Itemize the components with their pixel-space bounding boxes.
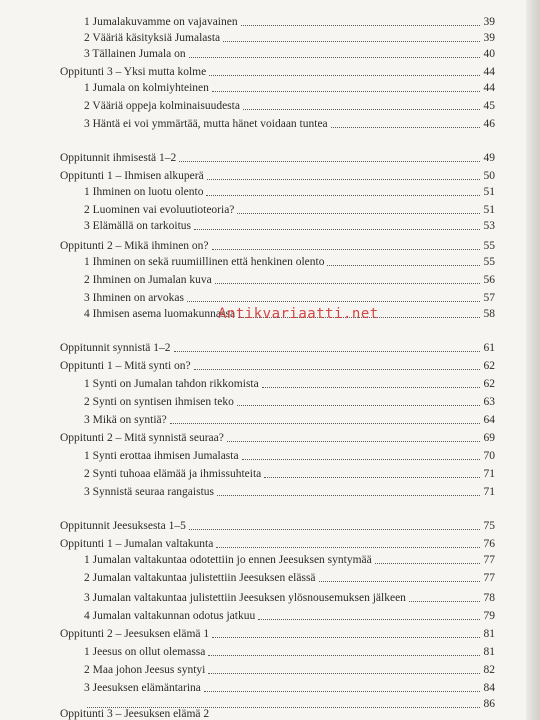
toc-page-number: 71 (483, 467, 495, 480)
toc-page-number: 69 (483, 431, 495, 444)
toc-entry-label: Oppitunti 3 – Yksi mutta kolme (60, 65, 207, 78)
toc-entry-label: 1 Jeesus on ollut olemassa (84, 645, 206, 658)
toc-page-number: 70 (483, 449, 495, 462)
toc-entry-label: Oppitunti 2 – Jeesuksen elämä 1 (60, 627, 210, 640)
toc-subentry (84, 370, 495, 390)
toc-subentry (84, 212, 495, 232)
toc-page-number: 55 (483, 255, 495, 268)
toc-page-number: 63 (483, 395, 495, 408)
toc-entry (60, 620, 495, 640)
toc-entry-label: 1 Ihminen on luotu olento (84, 185, 204, 198)
toc-entry-label: Oppitunnit ihmisestä 1–2 (60, 151, 177, 164)
toc-entry-label: 1 Ihminen on sekä ruumiillinen että henkinen olento (84, 255, 325, 268)
toc-subentry (84, 478, 495, 498)
toc-entry-label: 4 Ihmisen asema luomakunnassa (84, 307, 236, 320)
toc-page-number: 51 (483, 203, 495, 216)
toc-page-number: 71 (483, 485, 495, 498)
toc-entry-label: 1 Jumalan valtakuntaa odotettiin jo ennen Jeesuksen syntymää (84, 553, 372, 566)
dot-leader (217, 495, 480, 496)
toc-entry-label: 1 Synti on Jumalan tahdon rikkomista (84, 377, 259, 390)
toc-subentry (84, 656, 495, 676)
toc-subentry (84, 442, 495, 462)
toc-subentry (84, 602, 495, 622)
toc-subentry (84, 266, 495, 286)
toc-entry-label: 2 Luominen vai evoluutioteoria? (84, 203, 235, 216)
toc-entry-label: 4 Jumalan valtakunnan odotus jatkuu (84, 609, 256, 622)
toc-entry-label: 2 Synti on syntisen ihmisen teko (84, 395, 234, 408)
toc-page-number: 86 (483, 697, 495, 710)
toc-entry-label: 3 Synnistä seuraa rangaistus (84, 485, 214, 498)
toc-entry-label: 3 Mikä on syntiä? (84, 413, 167, 426)
toc-entry-label: Oppitunti 2 – Mikä ihminen on? (60, 239, 209, 252)
dot-leader (194, 229, 480, 230)
toc-page-number: 46 (483, 117, 495, 130)
toc-subentry (84, 638, 495, 658)
toc-subentry (84, 546, 495, 566)
toc-entry (60, 334, 495, 354)
toc-entry-label: 3 Elämällä on tarkoitus (84, 219, 191, 232)
toc-page-number: 44 (483, 65, 495, 78)
toc-entry (60, 697, 495, 720)
toc-entry (60, 424, 495, 444)
toc-page-number: 55 (483, 239, 495, 252)
toc-subentry (84, 40, 495, 60)
toc-entry (60, 512, 495, 532)
toc-page-number: 76 (483, 537, 495, 550)
dot-leader (319, 581, 480, 582)
toc-entry-label: 1 Jumalakuvamme on vajavainen (84, 15, 238, 28)
toc-entry-label: Oppitunti 1 – Ihmisen alkuperä (60, 169, 204, 182)
toc-subentry (84, 406, 495, 426)
toc-entry-label: Oppitunti 1 – Jumalan valtakunta (60, 537, 214, 550)
toc-entry-label: 3 Jeesuksen elämäntarina (84, 681, 201, 694)
toc-entry (60, 144, 495, 164)
toc-page-number: 53 (483, 219, 495, 232)
toc-entry-label: Oppitunti 3 – Jeesuksen elämä 2 (60, 707, 210, 720)
toc-entry-label: 2 Maa johon Jeesus syntyi (84, 663, 206, 676)
toc-entry-label: 2 Ihminen on Jumalan kuva (84, 273, 212, 286)
toc-entry-label: 2 Vääriä käsityksiä Jumalasta (84, 31, 221, 44)
dot-leader (331, 127, 480, 128)
toc-entry-label: 2 Vääriä oppeja kolminaisuudesta (84, 99, 240, 112)
toc-page-number: 50 (483, 169, 495, 182)
toc-page-number: 82 (483, 663, 495, 676)
toc-page-number: 56 (483, 273, 495, 286)
toc-entry-label: Oppitunti 2 – Mitä synnistä seuraa? (60, 431, 224, 444)
toc-entry-label: 3 Ihminen on arvokas (84, 291, 184, 304)
toc-entry-label: Oppitunti 1 – Mitä synti on? (60, 359, 191, 372)
toc-subentry (84, 178, 495, 198)
toc-entry-label: 3 Tällainen Jumala on (84, 47, 186, 60)
toc-entry (60, 352, 495, 372)
toc-entry-label: 1 Synti erottaa ihmisen Jumalasta (84, 449, 239, 462)
toc-subentry (84, 584, 495, 604)
toc-page-number: 62 (483, 377, 495, 390)
toc-entry-label: 2 Synti tuhoaa elämää ja ihmissuhteita (84, 467, 262, 480)
toc-page-number: 44 (483, 81, 495, 94)
toc-page-number: 62 (483, 359, 495, 372)
toc-page-number: 45 (483, 99, 495, 112)
watermark: Antikvariaatti.net (218, 306, 379, 322)
toc-page-number: 64 (483, 413, 495, 426)
toc-page-number: 40 (483, 47, 495, 60)
toc-entry-label: 3 Häntä ei voi ymmärtää, mutta hänet voidaan tuntea (84, 117, 328, 130)
toc-page-number: 58 (483, 307, 495, 320)
toc-entry-label: 1 Jumala on kolmiyhteinen (84, 81, 209, 94)
toc-subentry (84, 110, 495, 130)
toc-page-number: 77 (483, 553, 495, 566)
toc-subentry (84, 460, 495, 480)
toc-page-number: 51 (483, 185, 495, 198)
toc-subentry (84, 92, 495, 112)
toc-page-number: 39 (483, 31, 495, 44)
toc-page-number: 57 (483, 291, 495, 304)
toc-page-number: 84 (483, 681, 495, 694)
toc-entry-label: Oppitunnit Jeesuksesta 1–5 (60, 519, 186, 532)
toc-page-number: 78 (483, 591, 495, 604)
toc-page-number: 39 (483, 15, 495, 28)
toc-entry-label: Oppitunnit synnistä 1–2 (60, 341, 171, 354)
toc-page-number: 61 (483, 341, 495, 354)
toc-page-number: 75 (483, 519, 495, 532)
toc-entry-label: 2 Jumalan valtakuntaa julistettiin Jeesuksen elässä (84, 571, 316, 584)
toc-subentry (84, 248, 495, 268)
toc-page-number: 77 (483, 571, 495, 584)
toc-subentry (84, 388, 495, 408)
toc-page-number: 49 (483, 151, 495, 164)
toc-page-number: 79 (483, 609, 495, 622)
toc-subentry (84, 564, 495, 584)
toc-page-number: 81 (483, 645, 495, 658)
toc-subentry (84, 74, 495, 94)
toc-entry-label: 3 Jumalan valtakuntaa julistettiin Jeesuksen ylösnousemuksen jälkeen (84, 591, 406, 604)
toc-page-number: 81 (483, 627, 495, 640)
